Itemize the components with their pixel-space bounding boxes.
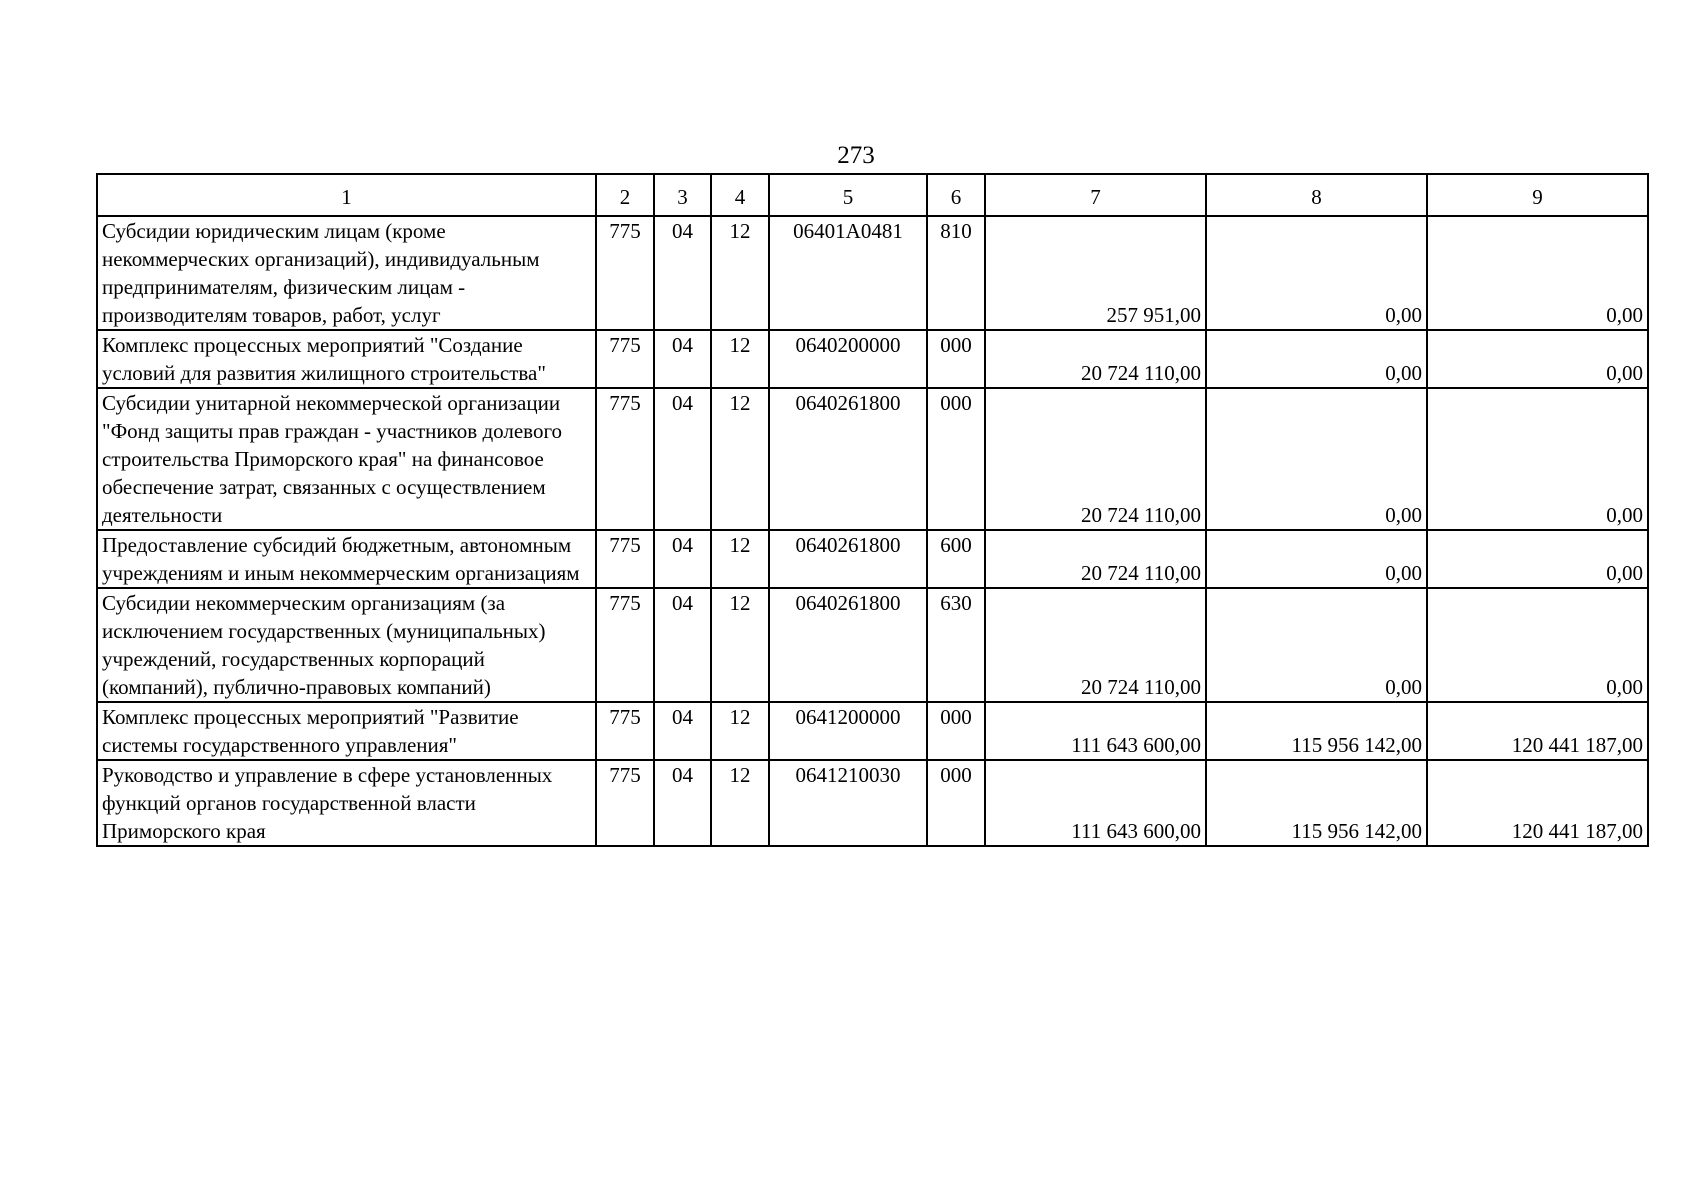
row-col-5: 0640261800	[769, 530, 927, 588]
row-description: Субсидии унитарной некоммерческой организации "Фонд защиты прав граждан - участников долевого строительства Приморского края" на финансовое обеспечение затрат, связанных с осуществлением деятельности	[97, 388, 596, 530]
table-row	[97, 760, 1648, 846]
header-cell-6: 6	[927, 174, 985, 216]
row-col-5: 0641200000	[769, 702, 927, 760]
row-col-3: 04	[654, 388, 711, 530]
row-col-9: 0,00	[1427, 530, 1648, 588]
row-col-6: 810	[927, 216, 985, 330]
row-col-7: 20 724 110,00	[985, 588, 1206, 702]
row-col-3: 04	[654, 330, 711, 388]
header-cell-4: 4	[711, 174, 769, 216]
row-description: Субсидии юридическим лицам (кроме некоммерческих организаций), индивидуальным предпринимателям, физическим лицам - производителям товаров, работ, услуг	[97, 216, 596, 330]
row-col-6: 630	[927, 588, 985, 702]
row-col-7: 111 643 600,00	[985, 760, 1206, 846]
row-col-5: 0640261800	[769, 388, 927, 530]
budget-table	[96, 173, 1649, 847]
row-col-9: 0,00	[1427, 216, 1648, 330]
row-col-2: 775	[596, 702, 654, 760]
header-cell-8: 8	[1206, 174, 1427, 216]
row-col-4: 12	[711, 760, 769, 846]
row-col-9: 0,00	[1427, 330, 1648, 388]
row-col-5: 0641210030	[769, 760, 927, 846]
header-cell-3: 3	[654, 174, 711, 216]
row-col-7: 20 724 110,00	[985, 388, 1206, 530]
row-col-6: 000	[927, 702, 985, 760]
row-col-8: 0,00	[1206, 588, 1427, 702]
row-description: Субсидии некоммерческим организациям (за исключением государственных (муниципальных) учреждений, государственных корпораций (компаний), публично-правовых компаний)	[97, 588, 596, 702]
row-col-6: 600	[927, 530, 985, 588]
row-col-7: 20 724 110,00	[985, 330, 1206, 388]
row-col-8: 115 956 142,00	[1206, 702, 1427, 760]
row-description: Руководство и управление в сфере установленных функций органов государственной власти Приморского края	[97, 760, 596, 846]
table-row	[97, 530, 1648, 588]
row-col-2: 775	[596, 330, 654, 388]
row-col-9: 0,00	[1427, 588, 1648, 702]
header-cell-7: 7	[985, 174, 1206, 216]
table-row	[97, 216, 1648, 330]
row-description: Комплекс процессных мероприятий "Развитие системы государственного управления"	[97, 702, 596, 760]
row-col-4: 12	[711, 330, 769, 388]
header-cell-9: 9	[1427, 174, 1648, 216]
row-description: Предоставление субсидий бюджетным, автономным учреждениям и иным некоммерческим организациям	[97, 530, 596, 588]
row-col-3: 04	[654, 216, 711, 330]
row-col-6: 000	[927, 760, 985, 846]
row-col-9: 120 441 187,00	[1427, 702, 1648, 760]
row-col-2: 775	[596, 388, 654, 530]
row-col-2: 775	[596, 760, 654, 846]
row-col-3: 04	[654, 588, 711, 702]
row-col-3: 04	[654, 702, 711, 760]
row-col-3: 04	[654, 760, 711, 846]
row-col-8: 0,00	[1206, 388, 1427, 530]
row-col-4: 12	[711, 216, 769, 330]
header-cell-2: 2	[596, 174, 654, 216]
row-col-5: 0640200000	[769, 330, 927, 388]
row-col-6: 000	[927, 388, 985, 530]
row-col-2: 775	[596, 530, 654, 588]
row-col-7: 257 951,00	[985, 216, 1206, 330]
row-col-4: 12	[711, 588, 769, 702]
header-cell-5: 5	[769, 174, 927, 216]
row-col-9: 0,00	[1427, 388, 1648, 530]
row-col-3: 04	[654, 530, 711, 588]
row-col-7: 111 643 600,00	[985, 702, 1206, 760]
row-col-4: 12	[711, 388, 769, 530]
page-number: 273	[837, 142, 875, 169]
row-col-8: 115 956 142,00	[1206, 760, 1427, 846]
row-col-2: 775	[596, 216, 654, 330]
row-col-8: 0,00	[1206, 530, 1427, 588]
header-cell-1: 1	[97, 174, 596, 216]
row-col-7: 20 724 110,00	[985, 530, 1206, 588]
row-col-4: 12	[711, 530, 769, 588]
table-header-row	[97, 174, 1648, 216]
row-col-8: 0,00	[1206, 216, 1427, 330]
row-col-5: 06401A0481	[769, 216, 927, 330]
row-description: Комплекс процессных мероприятий "Создание условий для развития жилищного строительства"	[97, 330, 596, 388]
row-col-4: 12	[711, 702, 769, 760]
row-col-8: 0,00	[1206, 330, 1427, 388]
table-row	[97, 702, 1648, 760]
table-row	[97, 588, 1648, 702]
row-col-9: 120 441 187,00	[1427, 760, 1648, 846]
row-col-5: 0640261800	[769, 588, 927, 702]
row-col-6: 000	[927, 330, 985, 388]
table-row	[97, 388, 1648, 530]
row-col-2: 775	[596, 588, 654, 702]
table-row	[97, 330, 1648, 388]
